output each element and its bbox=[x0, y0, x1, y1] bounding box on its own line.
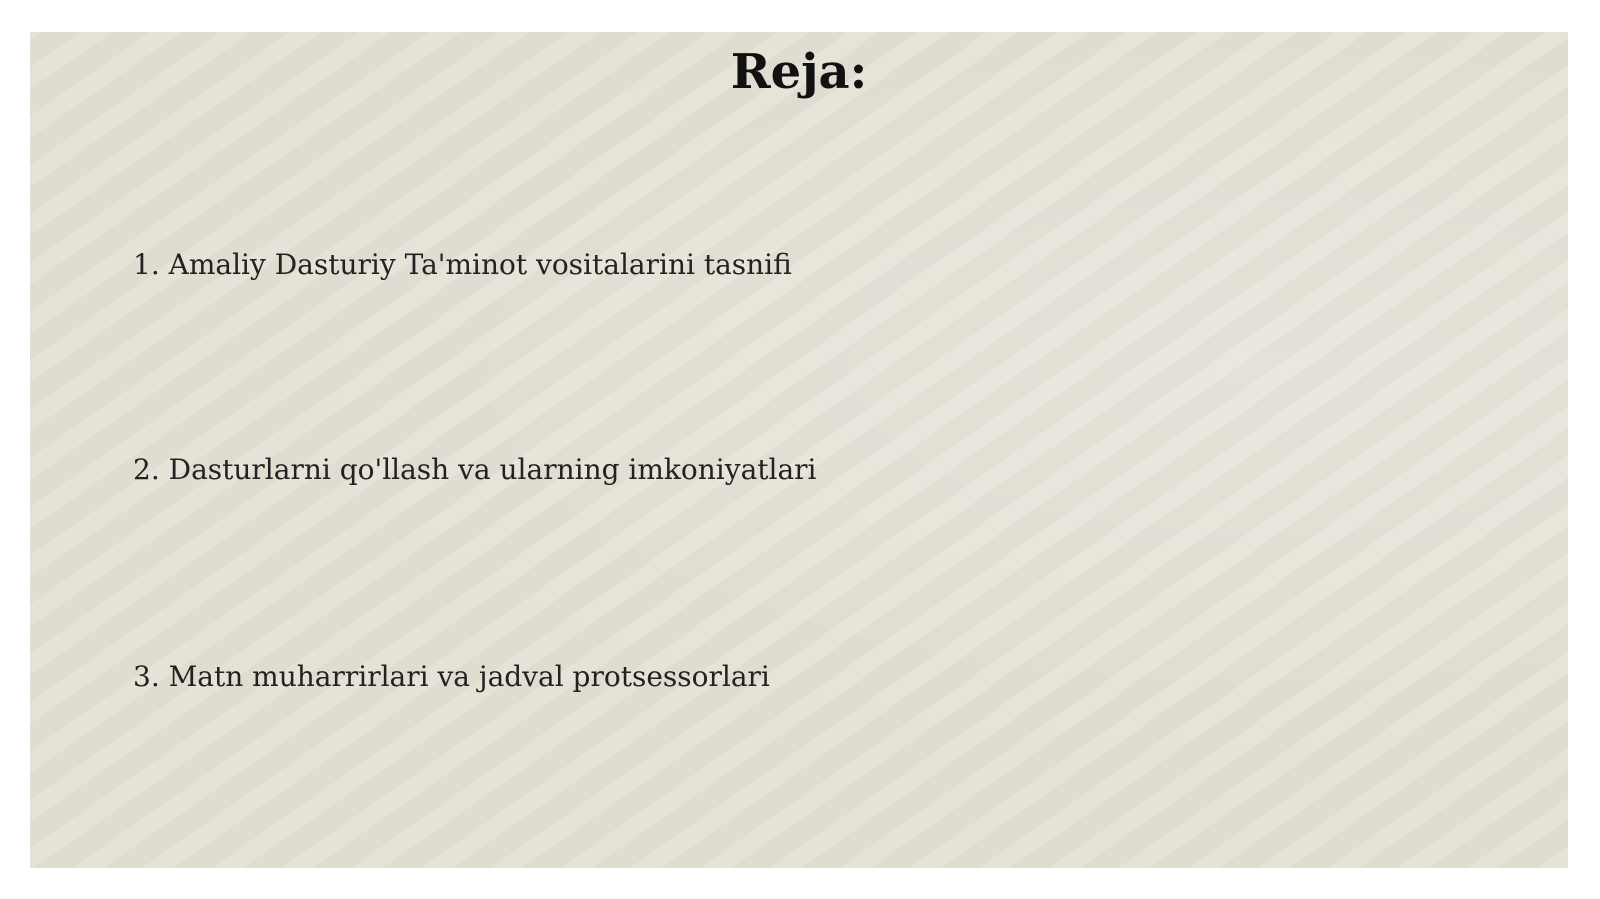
plan-item-1: 1. Amaliy Dasturiy Ta'minot vositalarini tasnifi bbox=[133, 248, 792, 281]
plan-item-3: 3. Matn muharrirlari va jadval protsessorlari bbox=[133, 660, 770, 693]
slide-title: Reja: bbox=[730, 44, 868, 100]
plan-item-2: 2. Dasturlarni qo'llash va ularning imkoniyatlari bbox=[133, 453, 817, 486]
slide bbox=[30, 32, 1568, 868]
